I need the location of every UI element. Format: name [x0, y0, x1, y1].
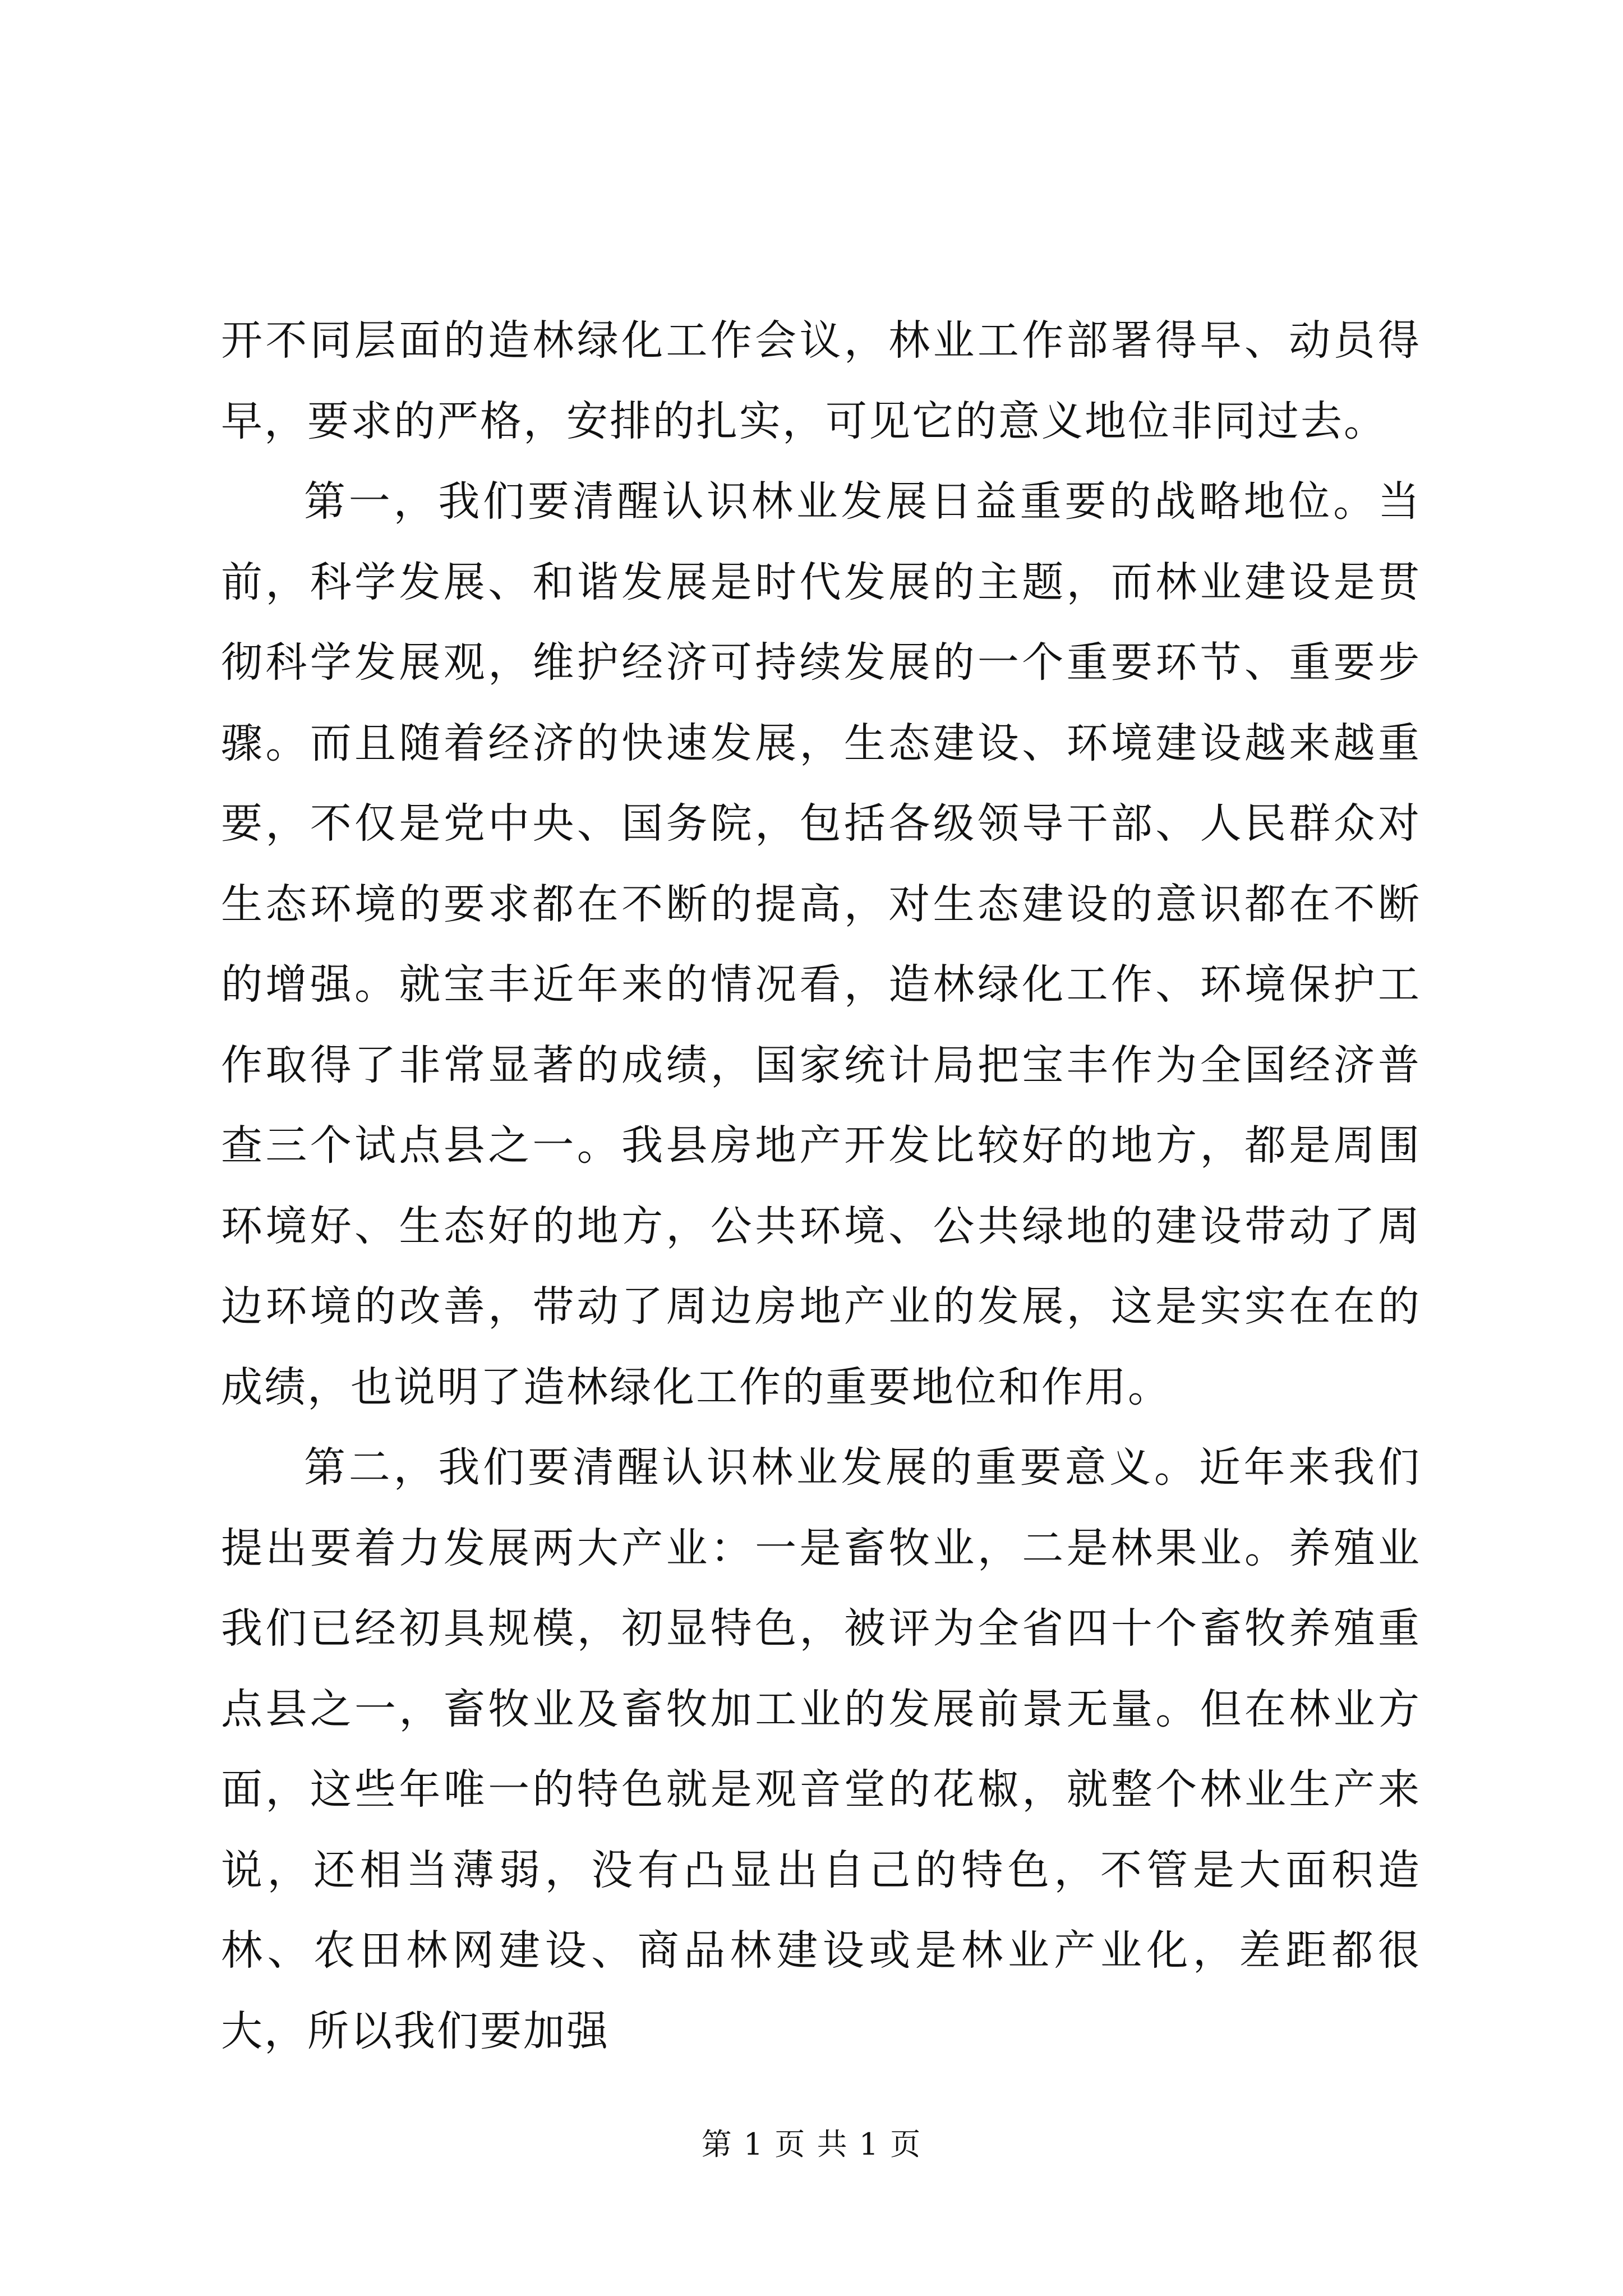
document-body — [221, 301, 1421, 2072]
paragraph-importance: 第二，我们要清醒认识林业发展的重要意义。近年来我们提出要着力发展两大产业：一是畜牧业，二是林果业。养殖业我们已经初具规模，初显特色，被评为全省四十个畜牧养殖重点县之一，畜牧业及畜牧加工业的发展前景无量。但在林业方面，这些年唯一的特色就是观音堂的花椒，就整个林业生产来说，还相当薄弱，没有凸显出自己的特色，不管是大面积造林、农田林网建设、商品林建设或是林业产业化，差距都很大，所以我们要加强 — [221, 1443, 1421, 2055]
page-footer: 第 1 页 共 1 页 — [701, 2127, 922, 2162]
paragraph-continuation: 开不同层面的造林绿化工作会议，林业工作部署得早、动员得早，要求的严格，安排的扎实，可见它的意义地位非同过去。 — [221, 316, 1421, 445]
paragraph-strategic-position: 第一，我们要清醒认识林业发展日益重要的战略地位。当前，科学发展、和谐发展是时代发展的主题，而林业建设是贯彻科学发展观，维护经济可持续发展的一个重要环节、重要步骤。而且随着经济的快速发展，生态建设、环境建设越来越重要，不仅是党中央、国务院，包括各级领导干部、人民群众对生态环境的要求都在不断的提高，对生态建设的意识都在不断的增强。就宝丰近年来的情况看，造林绿化工作、环境保护工作取得了非常显著的成绩，国家统计局把宝丰作为全国经济普查三个试点县之一。我县房地产开发比较好的地方，都是周围环境好、生态好的地方，公共环境、公共绿地的建设带动了周边环境的改善，带动了周边房地产业的发展，这是实实在在的成绩，也说明了造林绿化工作的重要地位和作用。 — [221, 477, 1421, 1411]
